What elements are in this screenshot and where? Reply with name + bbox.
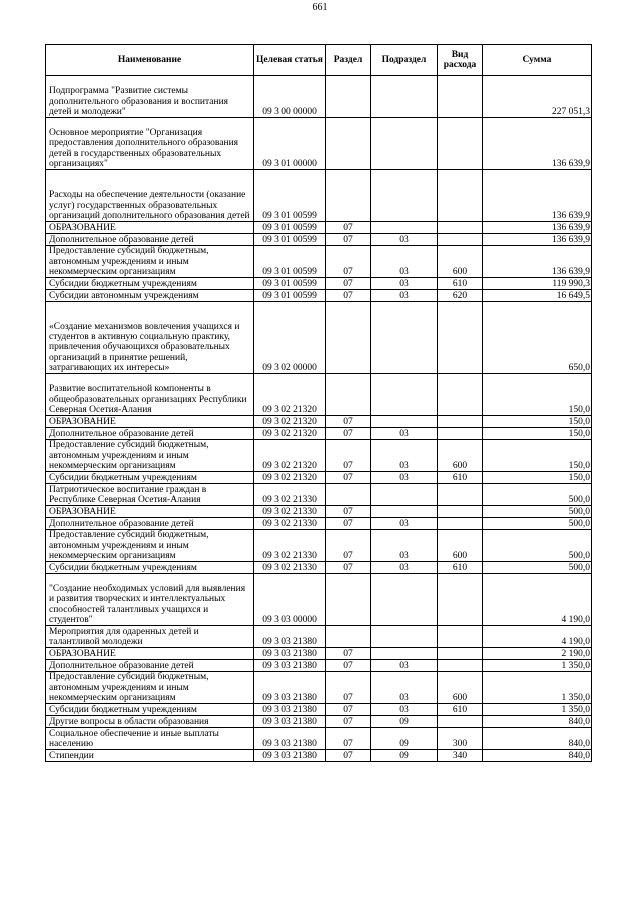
page-number: 661 [312, 2, 328, 13]
row-subsection-cell: 09 [371, 716, 438, 728]
row-name-cell: Патриотическое воспитание граждан в Республике Северная Осетия-Алания [46, 484, 254, 506]
row-section-cell: 07 [326, 506, 371, 518]
row-subsection-cell [371, 302, 438, 374]
row-kind-cell: 600 [438, 672, 483, 704]
table-row [46, 246, 592, 278]
row-name-cell: Субсидии бюджетным учреждениям [46, 562, 254, 574]
row-section-cell [326, 302, 371, 374]
row-target-cell: 09 3 00 00000 [254, 76, 326, 118]
budget-table [45, 44, 592, 762]
row-section-cell: 07 [326, 234, 371, 246]
row-name-cell: Предоставление субсидий бюджетным, автономным учреждениям и иным некоммерческим организациям [46, 530, 254, 562]
row-section-cell [326, 170, 371, 222]
row-target-cell: 09 3 01 00000 [254, 118, 326, 170]
row-kind-cell [438, 170, 483, 222]
table-row [46, 672, 592, 704]
table-row [46, 374, 592, 416]
table-row [46, 728, 592, 750]
row-subsection-cell [371, 374, 438, 416]
row-kind-cell [438, 574, 483, 626]
row-target-cell: 09 3 01 00599 [254, 222, 326, 234]
row-kind-cell [438, 374, 483, 416]
row-section-cell [326, 626, 371, 648]
row-target-cell: 09 3 03 21380 [254, 648, 326, 660]
table-row [46, 290, 592, 302]
row-subsection-cell: 03 [371, 234, 438, 246]
row-name-cell: Другие вопросы в области образования [46, 716, 254, 728]
row-subsection-cell [371, 222, 438, 234]
row-target-cell: 09 3 02 21320 [254, 472, 326, 484]
table-row [46, 472, 592, 484]
table-row [46, 118, 592, 170]
row-section-cell [326, 374, 371, 416]
table-row [46, 704, 592, 716]
row-subsection-cell: 03 [371, 562, 438, 574]
row-target-cell: 09 3 02 21330 [254, 518, 326, 530]
row-name-cell: Дополнительное образование детей [46, 518, 254, 530]
row-name-cell: Дополнительное образование детей [46, 234, 254, 246]
row-section-cell: 07 [326, 518, 371, 530]
row-sum-cell: 840,0 [483, 728, 592, 750]
row-name-cell: ОБРАЗОВАНИЕ [46, 648, 254, 660]
row-section-cell: 07 [326, 440, 371, 472]
table-row [46, 660, 592, 672]
row-sum-cell: 840,0 [483, 716, 592, 728]
row-name-cell: Дополнительное образование детей [46, 428, 254, 440]
row-section-cell: 07 [326, 472, 371, 484]
table-row [46, 530, 592, 562]
row-section-cell: 07 [326, 660, 371, 672]
row-name-cell: Предоставление субсидий бюджетным, автономным учреждениям и иным некоммерческим организациям [46, 672, 254, 704]
row-kind-cell [438, 222, 483, 234]
row-sum-cell: 500,0 [483, 530, 592, 562]
row-name-cell: Основное мероприятие "Организация предоставления дополнительного образования детей в государственных образовательных организациях" [46, 118, 254, 170]
row-subsection-cell: 03 [371, 278, 438, 290]
header-name: Наименование [46, 45, 254, 76]
row-section-cell: 07 [326, 530, 371, 562]
row-subsection-cell: 03 [371, 672, 438, 704]
row-kind-cell: 610 [438, 562, 483, 574]
row-subsection-cell [371, 170, 438, 222]
row-section-cell [326, 574, 371, 626]
row-target-cell: 09 3 03 00000 [254, 574, 326, 626]
row-subsection-cell: 03 [371, 660, 438, 672]
row-sum-cell: 2 190,0 [483, 648, 592, 660]
row-sum-cell: 136 639,9 [483, 170, 592, 222]
row-name-cell: Расходы на обеспечение деятельности (оказание услуг) государственных образовательных организаций дополнительного образования детей [46, 170, 254, 222]
row-sum-cell: 840,0 [483, 750, 592, 762]
row-sum-cell: 500,0 [483, 562, 592, 574]
row-sum-cell: 4 190,0 [483, 574, 592, 626]
row-kind-cell [438, 518, 483, 530]
table-body [46, 76, 592, 762]
row-target-cell: 09 3 03 21380 [254, 728, 326, 750]
row-target-cell: 09 3 01 00599 [254, 234, 326, 246]
row-sum-cell: 150,0 [483, 374, 592, 416]
row-sum-cell: 227 051,3 [483, 76, 592, 118]
header-section: Раздел [326, 45, 371, 76]
row-name-cell: Развитие воспитательной компоненты в общеобразовательных организациях Республики Северная Осетия-Алания [46, 374, 254, 416]
row-sum-cell: 500,0 [483, 484, 592, 506]
row-subsection-cell [371, 76, 438, 118]
row-kind-cell: 610 [438, 278, 483, 290]
row-name-cell: "Создание необходимых условий для выявления и развития творческих и интеллектуальных способностей талантливых учащихся и студентов" [46, 574, 254, 626]
row-target-cell: 09 3 01 00599 [254, 290, 326, 302]
row-sum-cell: 4 190,0 [483, 626, 592, 648]
row-target-cell: 09 3 01 00599 [254, 246, 326, 278]
row-name-cell: «Создание механизмов вовлечения учащихся и студентов в активную социальную практику, привлечения обучающихся образовательных организаций в принятие решений, затрагивающих их интересы» [46, 302, 254, 374]
row-section-cell: 07 [326, 716, 371, 728]
row-sum-cell: 1 350,0 [483, 660, 592, 672]
table-row [46, 574, 592, 626]
row-subsection-cell [371, 574, 438, 626]
row-sum-cell: 150,0 [483, 440, 592, 472]
row-section-cell: 07 [326, 246, 371, 278]
row-target-cell: 09 3 02 21320 [254, 428, 326, 440]
row-name-cell: Дополнительное образование детей [46, 660, 254, 672]
row-subsection-cell: 09 [371, 750, 438, 762]
table-header-row [46, 45, 592, 76]
row-sum-cell: 150,0 [483, 416, 592, 428]
row-kind-cell: 610 [438, 704, 483, 716]
table-row [46, 506, 592, 518]
row-target-cell: 09 3 02 21330 [254, 506, 326, 518]
row-name-cell: ОБРАЗОВАНИЕ [46, 222, 254, 234]
row-name-cell: Предоставление субсидий бюджетным, автономным учреждениям и иным некоммерческим организациям [46, 440, 254, 472]
row-sum-cell: 150,0 [483, 428, 592, 440]
row-target-cell: 09 3 02 00000 [254, 302, 326, 374]
row-kind-cell [438, 716, 483, 728]
row-kind-cell: 610 [438, 472, 483, 484]
row-subsection-cell: 03 [371, 472, 438, 484]
header-target: Целевая статья [254, 45, 326, 76]
row-sum-cell: 500,0 [483, 506, 592, 518]
row-target-cell: 09 3 02 21330 [254, 484, 326, 506]
row-section-cell: 07 [326, 648, 371, 660]
row-name-cell: Подпрограмма "Развитие системы дополнительного образования и воспитания детей и молодежи" [46, 76, 254, 118]
table-row [46, 170, 592, 222]
row-target-cell: 09 3 03 21380 [254, 672, 326, 704]
row-kind-cell [438, 302, 483, 374]
row-target-cell: 09 3 02 21320 [254, 440, 326, 472]
row-sum-cell: 150,0 [483, 472, 592, 484]
row-subsection-cell: 03 [371, 518, 438, 530]
row-section-cell: 07 [326, 428, 371, 440]
row-section-cell: 07 [326, 750, 371, 762]
row-subsection-cell [371, 416, 438, 428]
row-sum-cell: 16 649,5 [483, 290, 592, 302]
row-kind-cell: 300 [438, 728, 483, 750]
table-row [46, 440, 592, 472]
row-name-cell: Предоставление субсидий бюджетным, автономным учреждениям и иным некоммерческим организациям [46, 246, 254, 278]
row-sum-cell: 119 990,3 [483, 278, 592, 290]
row-kind-cell [438, 428, 483, 440]
row-target-cell: 09 3 02 21320 [254, 416, 326, 428]
row-section-cell: 07 [326, 222, 371, 234]
row-subsection-cell: 03 [371, 440, 438, 472]
row-kind-cell [438, 626, 483, 648]
row-kind-cell: 340 [438, 750, 483, 762]
row-name-cell: Стипендии [46, 750, 254, 762]
row-target-cell: 09 3 01 00599 [254, 170, 326, 222]
table-row [46, 716, 592, 728]
row-sum-cell: 136 639,9 [483, 246, 592, 278]
row-subsection-cell: 03 [371, 704, 438, 716]
row-name-cell: Субсидии бюджетным учреждениям [46, 704, 254, 716]
table-row [46, 428, 592, 440]
row-subsection-cell: 03 [371, 246, 438, 278]
table-row [46, 518, 592, 530]
row-subsection-cell [371, 626, 438, 648]
header-kind: Вид расхода [438, 45, 483, 76]
row-section-cell: 07 [326, 728, 371, 750]
row-sum-cell: 136 639,9 [483, 234, 592, 246]
table-row [46, 648, 592, 660]
row-target-cell: 09 3 03 21380 [254, 716, 326, 728]
row-sum-cell: 650,0 [483, 302, 592, 374]
row-section-cell [326, 76, 371, 118]
table-row [46, 234, 592, 246]
row-kind-cell [438, 118, 483, 170]
row-name-cell: Социальное обеспечение и иные выплаты населению [46, 728, 254, 750]
row-sum-cell: 136 639,9 [483, 118, 592, 170]
row-section-cell [326, 118, 371, 170]
row-sum-cell: 136 639,9 [483, 222, 592, 234]
table-row [46, 302, 592, 374]
table-row [46, 416, 592, 428]
row-section-cell: 07 [326, 290, 371, 302]
table-row [46, 484, 592, 506]
row-target-cell: 09 3 02 21330 [254, 562, 326, 574]
table-row [46, 278, 592, 290]
header-subsection: Подраздел [371, 45, 438, 76]
row-section-cell: 07 [326, 704, 371, 716]
row-target-cell: 09 3 02 21330 [254, 530, 326, 562]
row-section-cell [326, 484, 371, 506]
row-kind-cell: 600 [438, 530, 483, 562]
row-kind-cell [438, 660, 483, 672]
row-kind-cell: 600 [438, 440, 483, 472]
table-row [46, 626, 592, 648]
row-name-cell: Субсидии автономным учреждениям [46, 290, 254, 302]
row-target-cell: 09 3 03 21380 [254, 750, 326, 762]
row-sum-cell: 1 350,0 [483, 704, 592, 716]
table-row [46, 76, 592, 118]
row-name-cell: Субсидии бюджетным учреждениям [46, 472, 254, 484]
row-sum-cell: 1 350,0 [483, 672, 592, 704]
row-name-cell: ОБРАЗОВАНИЕ [46, 506, 254, 518]
row-section-cell: 07 [326, 278, 371, 290]
row-target-cell: 09 3 03 21380 [254, 660, 326, 672]
row-subsection-cell [371, 506, 438, 518]
row-section-cell: 07 [326, 416, 371, 428]
row-kind-cell [438, 416, 483, 428]
row-kind-cell [438, 648, 483, 660]
row-subsection-cell [371, 484, 438, 506]
row-kind-cell [438, 234, 483, 246]
row-target-cell: 09 3 03 21380 [254, 704, 326, 716]
row-subsection-cell: 09 [371, 728, 438, 750]
table-row [46, 750, 592, 762]
row-subsection-cell: 03 [371, 530, 438, 562]
row-subsection-cell [371, 118, 438, 170]
row-target-cell: 09 3 03 21380 [254, 626, 326, 648]
row-subsection-cell: 03 [371, 290, 438, 302]
row-sum-cell: 500,0 [483, 518, 592, 530]
row-kind-cell [438, 76, 483, 118]
row-kind-cell: 600 [438, 246, 483, 278]
row-subsection-cell [371, 648, 438, 660]
row-section-cell: 07 [326, 562, 371, 574]
row-section-cell: 07 [326, 672, 371, 704]
row-subsection-cell: 03 [371, 428, 438, 440]
row-name-cell: Мероприятия для одаренных детей и талантливой молодежи [46, 626, 254, 648]
row-target-cell: 09 3 01 00599 [254, 278, 326, 290]
table-row [46, 222, 592, 234]
row-name-cell: Субсидии бюджетным учреждениям [46, 278, 254, 290]
row-kind-cell: 620 [438, 290, 483, 302]
row-target-cell: 09 3 02 21320 [254, 374, 326, 416]
header-sum: Сумма [483, 45, 592, 76]
row-name-cell: ОБРАЗОВАНИЕ [46, 416, 254, 428]
table-row [46, 562, 592, 574]
row-kind-cell [438, 484, 483, 506]
row-kind-cell [438, 506, 483, 518]
